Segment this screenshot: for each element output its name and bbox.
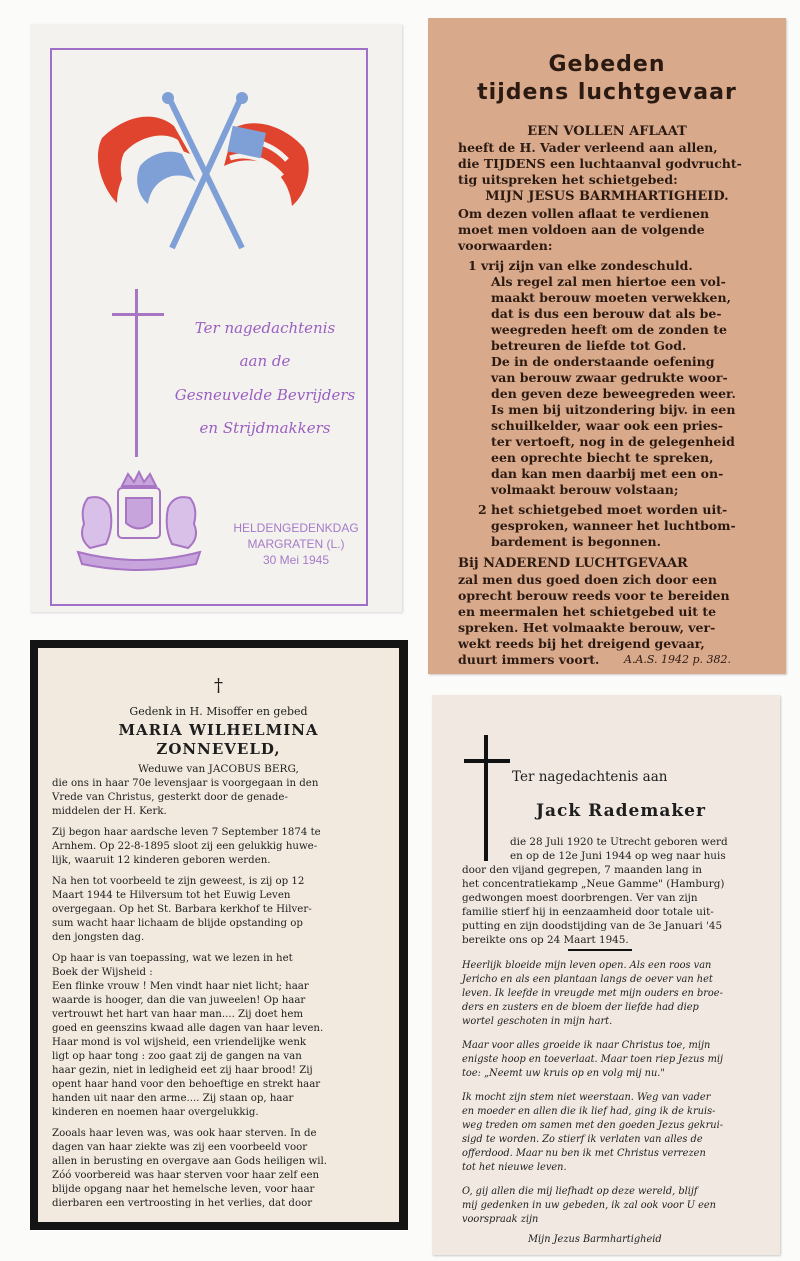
royal-coat-of-arms-icon — [70, 468, 208, 572]
text-line: Een flinke vrouw ! Men vindt haar niet licht; haar — [52, 981, 309, 992]
text-line: lijk, waaruit 12 kinderen geboren werden. — [52, 855, 271, 866]
dedication-line-2: aan de — [239, 352, 291, 370]
prayer-title-line-2: tijdens luchtgevaar — [477, 80, 737, 105]
text-line: zal men dus goed doen zich door een — [458, 572, 717, 587]
divider — [568, 949, 632, 951]
dedication-line-3: Gesneuvelde Bevrijders — [174, 386, 356, 404]
poem-line: sigd te worden. Zo stierf ik verlaten van alles de — [462, 1134, 703, 1145]
text-line: Haar mond is vol wijsheid, een vriendelijke wenk — [52, 1037, 307, 1048]
text-line: kinderen en noemen haar overgelukkig. — [52, 1107, 259, 1118]
text-line: middelen der H. Kerk. — [52, 806, 167, 817]
poem-line: en moeder en allen die ik lief had, ging ik de kruis- — [462, 1106, 716, 1117]
text-line: spreken. Het volmaakte berouw, ver- — [458, 620, 716, 635]
text-line: Zij begon haar aardsche leven 7 September 1874 te — [52, 827, 321, 838]
poem-line: mij gedenken in uw gebeden, ik zal ook voor U een — [462, 1200, 716, 1211]
bio-line: bereikte ons op 24 Maart 1945. — [462, 934, 629, 946]
text-line: dat is dus een berouw dat als be- — [491, 306, 722, 321]
text-line: van berouw zwaar gedrukte woor- — [491, 370, 728, 385]
text-line: betreuren de liefde tot God. — [491, 338, 687, 353]
bio-line: gedwongen moest doorbrengen. Ver van zijn — [462, 892, 698, 904]
text-line: Zooals haar leven was, was ook haar sterven. In de — [52, 1128, 317, 1139]
text-line: weegreden heeft om de zonden te — [491, 322, 727, 337]
text-line: ter vertoeft, nog in de gelegenheid — [491, 434, 735, 449]
text-line: Na hen tot voorbeeld te zijn geweest, is zij op 12 — [52, 876, 305, 887]
text-line: Als regel zal men hiertoe een vol- — [491, 274, 726, 289]
text-line: Op haar is van toepassing, wat we lezen in het — [52, 953, 293, 964]
deceased-name: Jack Rademaker — [536, 801, 706, 821]
indulgence-heading: EEN VOLLEN AFLAAT — [527, 124, 687, 139]
deceased-name-line-2: ZONNEVELD, — [156, 740, 281, 758]
crossed-flags-icon — [92, 88, 322, 278]
text-line: volmaakt berouw volstaan; — [491, 482, 679, 497]
bio-line: en op de 12e Juni 1944 op weg naar huis — [510, 850, 726, 862]
text-line: gesproken, wanneer het luchtbom- — [491, 518, 736, 533]
memorial-day-title: HELDENGEDENKDAG — [233, 521, 359, 535]
text-line: haar gezin, niet in ledigheid eet zij haar brood! Zij — [52, 1065, 313, 1076]
cross-icon: † — [214, 675, 223, 696]
bio-line: het concentratiekamp „Neue Gamme" (Hamburg) — [462, 878, 725, 890]
bio-line: door den vijand gegrepen, 7 maanden lang in — [462, 864, 702, 876]
dedication-line-4: en Strijdmakkers — [199, 419, 331, 437]
source-reference: A.A.S. 1942 p. 382. — [624, 653, 732, 666]
text-line: waarde is hooger, dan die van juweelen! Op haar — [52, 995, 306, 1006]
text-line: blijde opgang naar het hemelsche leven, voor haar — [52, 1184, 315, 1195]
poem-line: Heerlijk bloeide mijn leven open. Als een roos van — [462, 960, 712, 971]
text-line: dierbaren een vertroosting in het verlies, dat door — [52, 1198, 313, 1209]
poem-line: weg treden om samen met den goeden Jezus gekrui- — [462, 1120, 724, 1131]
poem-line: wortel geschoten in mijn hart. — [462, 1016, 613, 1027]
text-line: den jongsten dag. — [52, 932, 145, 943]
text-line: Arnhem. Op 22-8-1895 sloot zij een gelukkig huwe- — [52, 841, 318, 852]
text-line: een oprechte biecht te spreken, — [491, 450, 714, 465]
text-line: sum wacht haar lichaam de blijde opstanding op — [52, 918, 303, 929]
memorial-card-rademaker — [432, 695, 780, 1255]
text-line: Boek der Wijsheid : — [52, 967, 153, 978]
prayer-title-line-1: Gebeden — [548, 52, 666, 77]
bio-line: die 28 Juli 1920 te Utrecht geboren werd — [510, 836, 728, 848]
text-line: die ons in haar 70e levensjaar is voorgegaan in den — [52, 778, 319, 789]
text-line: moet men voldoen aan de volgende — [458, 222, 705, 237]
text-line: goed en geenszins kwaad alle dagen van haar leven. — [52, 1023, 324, 1034]
text-line: Zóó voorbereid was haar sterven voor haar zelf een — [52, 1170, 320, 1181]
poem-line: O, gij allen die mij liefhadt op deze wereld, blijf — [462, 1186, 698, 1197]
poem-line: Ik mocht zijn stem niet weerstaan. Weg van vader — [462, 1092, 711, 1103]
text-line: schuilkelder, waar ook een pries- — [491, 418, 723, 433]
text-line: heeft de H. Vader verleend aan allen, — [458, 140, 718, 155]
cross-icon — [484, 735, 488, 861]
text-line: die TIJDENS een luchtaanval godvrucht- — [458, 156, 742, 171]
text-line: duurt immers voort. — [458, 652, 600, 667]
text-line: handen uit naar den arme.... Zij staan op, haar — [52, 1093, 294, 1104]
condition-1: 1 vrij zijn van elke zondeschuld. — [468, 258, 693, 273]
poem-line: Jericho en als een plantaan langs de oever van het — [462, 974, 713, 985]
approaching-danger-heading: Bij NADEREND LUCHTGEVAAR — [458, 556, 688, 571]
poem-line: leven. Ik leefde in vreugde met mijn ouders en broe- — [462, 988, 723, 999]
text-line: vertrouwt het hart van haar man.... Zij doet hem — [52, 1009, 304, 1020]
intro-line: Gedenk in H. Misoffer en gebed — [129, 705, 308, 718]
text-line: maakt berouw moeten verwekken, — [491, 290, 731, 305]
prayer-phrase: MIJN JESUS BARMHARTIGHEID. — [485, 189, 729, 204]
text-line: Om dezen vollen aflaat te verdienen — [458, 206, 710, 221]
text-line: opent haar hand voor den behoeftige en strekt haar — [52, 1079, 321, 1090]
memorial-heading: Ter nagedachtenis aan — [512, 769, 668, 785]
text-line: tig uitspreken het schietgebed: — [458, 172, 678, 187]
text-line: wekt reeds bij het dreigend gevaar, — [458, 636, 705, 651]
text-line: en meermalen het schietgebed uit te — [458, 604, 717, 619]
poem-line: voorspraak zijn — [462, 1214, 539, 1225]
closing-prayer: Mijn Jezus Barmhartigheid — [528, 1234, 662, 1245]
text-line: voorwaarden: — [458, 238, 553, 253]
dedication-line-1: Ter nagedachtenis — [194, 319, 336, 337]
memorial-date: 30 Mei 1945 — [262, 553, 330, 567]
memorial-card-zonneveld — [30, 640, 408, 1230]
text-line: Vrede van Christus, gesterkt door de genade- — [52, 792, 288, 803]
deceased-name-line-1: MARIA WILHELMINA — [118, 721, 319, 739]
text-line: Maart 1944 te Hilversum tot het Euwig Leven — [52, 890, 291, 901]
text-line: overgegaan. Op het St. Barbara kerkhof te Hilver- — [52, 904, 312, 915]
poem-line: enigste hoop en toeverlaat. Maar toen riep Jezus mij — [462, 1054, 724, 1065]
poem-line: offerdood. Maar nu ben ik met Christus verrezen — [462, 1148, 706, 1159]
condition-2: 2 het schietgebed moet worden uit- — [478, 502, 728, 517]
text-line: den geven deze beweegreden weer. — [491, 386, 736, 401]
memorial-location: MARGRATEN (L.) — [247, 537, 345, 551]
card-inner — [38, 648, 399, 1222]
widow-of: Weduwe van JACOBUS BERG, — [138, 763, 299, 775]
text-line: De in de onderstaande oefening — [491, 354, 715, 369]
prayer-card-air-raid — [428, 18, 786, 674]
poem-line: tot het nieuwe leven. — [462, 1162, 567, 1173]
text-line: oprecht berouw reeds voor te bereiden — [458, 588, 730, 603]
poem-line: ders en zusters en de bloem der liefde had diep — [462, 1002, 699, 1013]
text-line: ligt op haar tong : zoo gaat zij de gangen na van — [52, 1051, 302, 1062]
text-line: allen in berusting en overgave aan Gods heiligen wil. — [52, 1156, 327, 1167]
bio-line: putting en zijn doodstijding van de 3e Januari '45 — [462, 920, 723, 932]
poem-line: Maar voor alles groeide ik naar Christus toe, mijn — [462, 1040, 711, 1051]
bio-line: familie stierf hij in eenzaamheid door totale uit- — [462, 906, 714, 918]
poem-line: toe: „Neemt uw kruis op en volg mij nu." — [462, 1068, 665, 1079]
memorial-card-margraten — [30, 24, 402, 612]
text-line: Is men bij uitzondering bijv. in een — [491, 402, 736, 417]
text-line: dagen van haar ziekte was zij een voorbeeld voor — [52, 1142, 308, 1153]
text-line: bardement is begonnen. — [491, 534, 661, 549]
text-line: dan kan men daarbij met een on- — [491, 466, 724, 481]
